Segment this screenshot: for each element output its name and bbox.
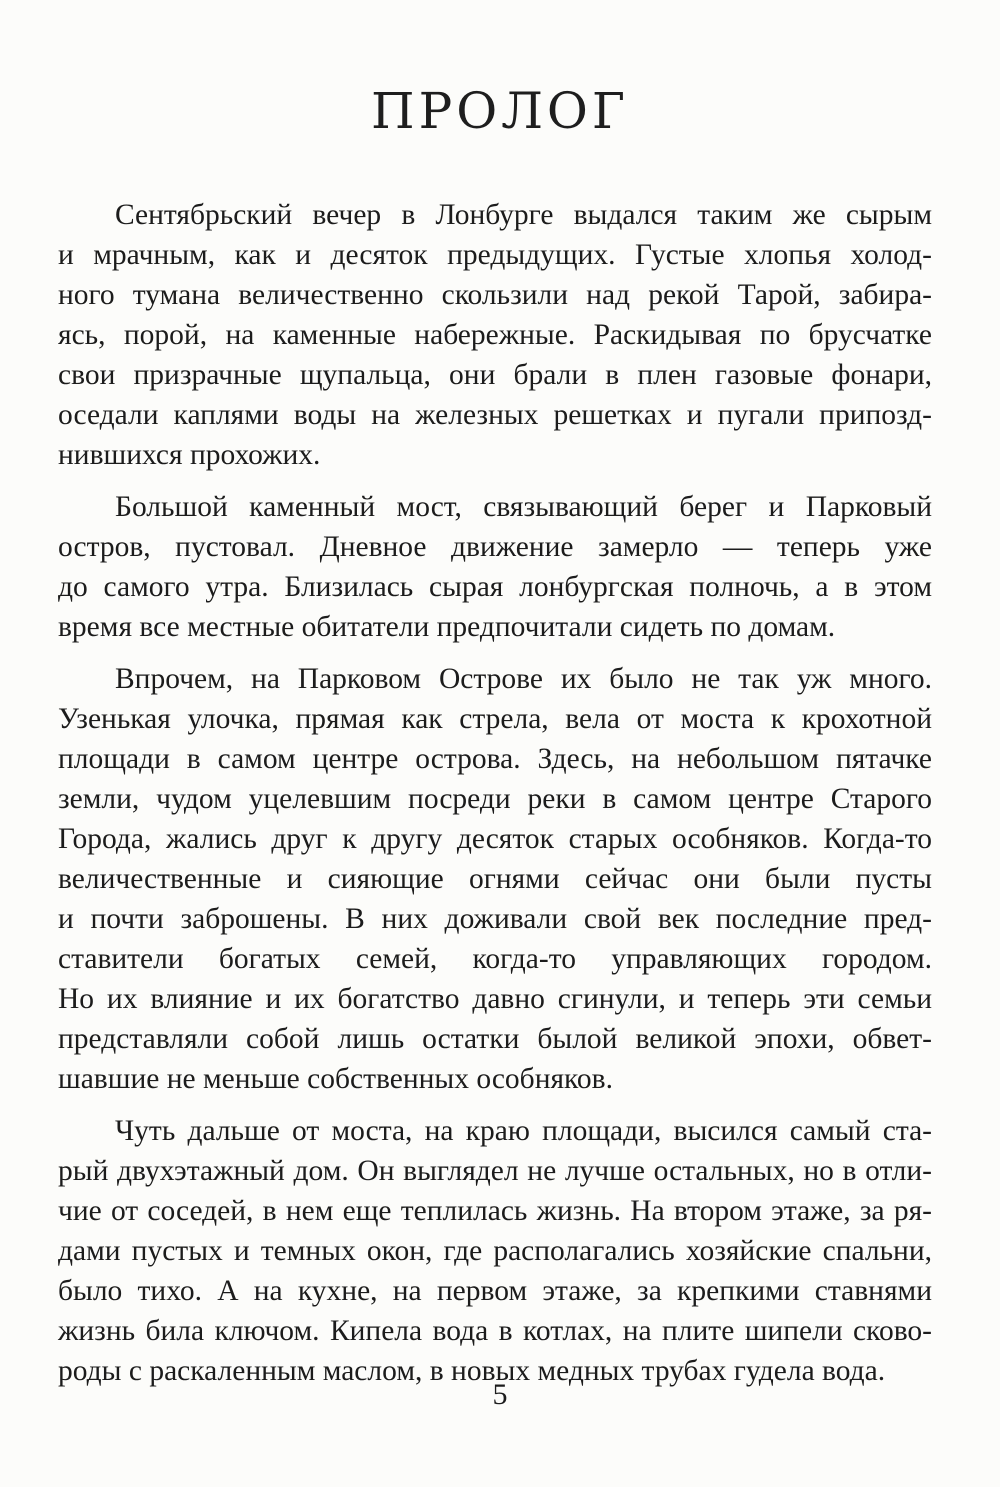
text-line: Сентябрьский вечер в Лонбурге выдался таким же сырым xyxy=(115,199,932,231)
text-line: Но их влияние и их богатство давно сгинули, и теперь эти семьи xyxy=(58,983,932,1015)
text-line: рый двухэтажный дом. Он выглядел не лучше остальных, но в отли- xyxy=(58,1155,932,1187)
text-line: роды с раскаленным маслом, в новых медных трубах гудела вода. xyxy=(58,1355,886,1387)
text-line: шавшие не меньше собственных особняков. xyxy=(58,1063,613,1095)
text-line: величественные и сияющие огнями сейчас они были пусты xyxy=(58,863,932,895)
text-line: оседали каплями воды на железных решетках и пугали припозд- xyxy=(58,399,932,431)
page-number: 5 xyxy=(492,1378,508,1411)
text-line: чие от соседей, в нем еще теплилась жизнь. На втором этаже, за ря- xyxy=(58,1195,932,1227)
text-line: было тихо. А на кухне, на первом этаже, за крепкими ставнями xyxy=(58,1275,932,1307)
text-line: время все местные обитатели предпочитали сидеть по домам. xyxy=(58,611,836,643)
text-line: до самого утра. Близилась сырая лонбургская полночь, а в этом xyxy=(58,571,932,603)
text-line: дами пустых и темных окон, где располагались хозяйские спальни, xyxy=(58,1235,932,1267)
chapter-title: ПРОЛОГ xyxy=(370,82,630,140)
text-line: жизнь била ключом. Кипела вода в котлах, на плите шипели сково- xyxy=(58,1315,932,1347)
text-line: ясь, порой, на каменные набережные. Раскидывая по брусчатке xyxy=(58,319,932,351)
text-line: нившихся прохожих. xyxy=(58,439,321,471)
text-line: Чуть дальше от моста, на краю площади, высился самый ста- xyxy=(115,1115,932,1147)
text-line: представляли собой лишь остатки былой великой эпохи, обвет- xyxy=(58,1023,932,1055)
text-line: остров, пустовал. Дневное движение замерло — теперь уже xyxy=(58,531,932,563)
text-line: свои призрачные щупальца, они брали в плен газовые фонари, xyxy=(58,359,932,391)
text-line: и почти заброшены. В них доживали свой век последние пред- xyxy=(58,903,932,935)
text-line: земли, чудом уцелевшим посреди реки в самом центре Старого xyxy=(58,783,932,815)
text-line: Города, жались друг к другу десяток старых особняков. Когда-то xyxy=(58,823,932,855)
text-line: ставители богатых семей, когда-то управляющих городом. xyxy=(58,943,932,975)
text-line: и мрачным, как и десяток предыдущих. Густые хлопья холод- xyxy=(58,239,932,271)
text-line: ного тумана величественно скользили над рекой Тарой, забира- xyxy=(58,279,932,311)
text-line: Узенькая улочка, прямая как стрела, вела от моста к крохотной xyxy=(58,703,932,735)
text-line: площади в самом центре острова. Здесь, на небольшом пятачке xyxy=(58,743,932,775)
text-line: Впрочем, на Парковом Острове их было не так уж много. xyxy=(115,663,932,695)
text-line: Большой каменный мост, связывающий берег и Парковый xyxy=(115,491,932,523)
